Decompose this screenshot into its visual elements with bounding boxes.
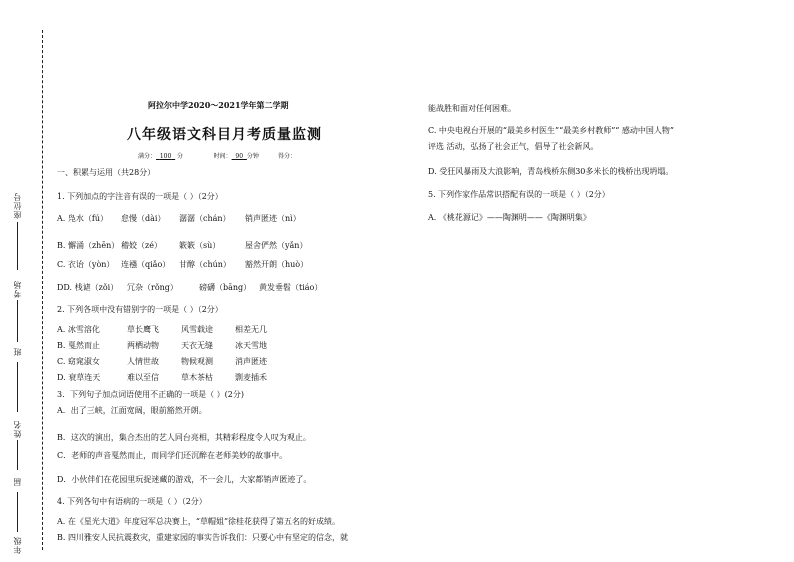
name-label: 姓名 bbox=[13, 420, 22, 438]
q1-stem: 1. 下列加点的字注音有误的一项是（ ）（2分） bbox=[57, 192, 223, 201]
q3-option-a: A．出了三峡，江面宽阔，眼前豁然开朗。 bbox=[57, 406, 207, 415]
q4-stem: 4. 下列各句中有语病的一项是（ ）（2分） bbox=[57, 497, 207, 506]
q4-option-d: D. 受狂风暴雨及大浪影响，青岛栈桥东侧30多米长的栈桥出现坍塌。 bbox=[428, 167, 674, 176]
seat-line bbox=[17, 222, 18, 270]
got-score-label: 得分： bbox=[277, 153, 296, 160]
seat-label: 座位号 bbox=[13, 192, 22, 219]
exam-title: 八年级语文科目月考质量监测 bbox=[127, 127, 322, 143]
score-value: 100 bbox=[159, 153, 172, 160]
q2-option-b: B. 戛然而止 两栖动物 天衣无缝 冰天雪地 bbox=[57, 341, 267, 350]
class-line bbox=[17, 362, 18, 412]
q5-stem: 5. 下列作家作品常识搭配有误的一项是（ ）（2分） bbox=[428, 190, 610, 199]
class-label: 班 bbox=[13, 347, 22, 356]
exam-room-label: 考场 bbox=[13, 280, 22, 298]
q2-option-a: A. 冰雪溶化 草长鹰飞 风雪载途 相差无几 bbox=[57, 325, 267, 334]
q1-option-c: C. 衣诒（yòn） 连襁（qiǎo） 甘醇（chún） 豁然开朗（huò） bbox=[57, 260, 309, 269]
q2-option-c: C. 窈窕淑女 人情世故 物候观测 消声匿迹 bbox=[57, 357, 267, 366]
q3-option-d: D．小伙伴们在花园里玩捉迷藏的游戏，不一会儿，大家都销声匿迹了。 bbox=[57, 475, 312, 484]
q3-stem: 3．下列句子加点词语使用不正确的一项是（ ）(2分) bbox=[57, 390, 244, 399]
q3-option-c: C．老师的声音戛然而止，而同学们还沉醉在老师美妙的故事中。 bbox=[57, 451, 288, 460]
q2-stem: 2. 下列各项中没有错别字的一项是（ ）（2分） bbox=[57, 305, 223, 314]
q2-option-d: D. 衰草连天 难以至信 草木茶枯 剽麦插禾 bbox=[57, 373, 267, 382]
time-label: 时间： bbox=[213, 153, 232, 160]
score-label: 满分： bbox=[138, 153, 157, 160]
q4-option-a: A. 在《星光大道》年度冠军总决赛上，“草帽姐”徐桂花获得了第五名的好成绩。 bbox=[57, 517, 341, 526]
grade-prefix-label: 届 bbox=[13, 477, 22, 486]
exam-meta bbox=[138, 151, 296, 160]
time-value: 90 bbox=[235, 153, 244, 160]
section-one-heading: 一、积累与运用（共28分） bbox=[57, 168, 156, 177]
binding-dashed-line bbox=[42, 30, 43, 550]
time-unit: 分钟 bbox=[246, 153, 259, 160]
name-line bbox=[17, 440, 18, 470]
grade-line bbox=[17, 492, 18, 532]
q1-option-b: B. 懈涌（zhēn） 稽姣（zé） 簌簌（sù） 屋舍俨然（yǎn） bbox=[57, 241, 308, 250]
q5-option-a: A. 《桃花源记》——陶渊明——《陶渊明集》 bbox=[428, 213, 591, 222]
q1-option-d: DD. 栈谑（zǒi） 冗杂（rǒng） 磅礴（bāng） 黄发垂髫（tiáo） bbox=[57, 283, 323, 292]
q4-option-b-continued: 能战胜和面对任何困难。 bbox=[428, 104, 516, 113]
q4-option-b: B. 四川雅安人民抗震救灾，重建家园的事实告诉我们：只要心中有坚定的信念，就 bbox=[57, 533, 348, 542]
exam-room-line bbox=[17, 300, 18, 342]
grade-label: 年级 bbox=[13, 536, 22, 554]
q4-option-c-line2: 评选 活动，弘扬了社会正气，倡导了社会新风。 bbox=[428, 142, 599, 151]
school-term: 阿拉尔中学2020～2021学年第二学期 bbox=[148, 100, 289, 110]
q3-option-b: B．这次的演出，集合杰出的艺人同台亮相，其精彩程度令人叹为观止。 bbox=[57, 433, 311, 442]
score-unit: 分 bbox=[177, 153, 184, 160]
q1-option-a: A. 凫水（fú） 怠慢（dài） 潺潺（chán） 销声匿迹（nì） bbox=[57, 214, 301, 223]
q4-option-c-line1: C. 中央电视台开展的“最美乡村医生”“最美乡村教师”“ 感动中国人物” bbox=[428, 126, 675, 135]
